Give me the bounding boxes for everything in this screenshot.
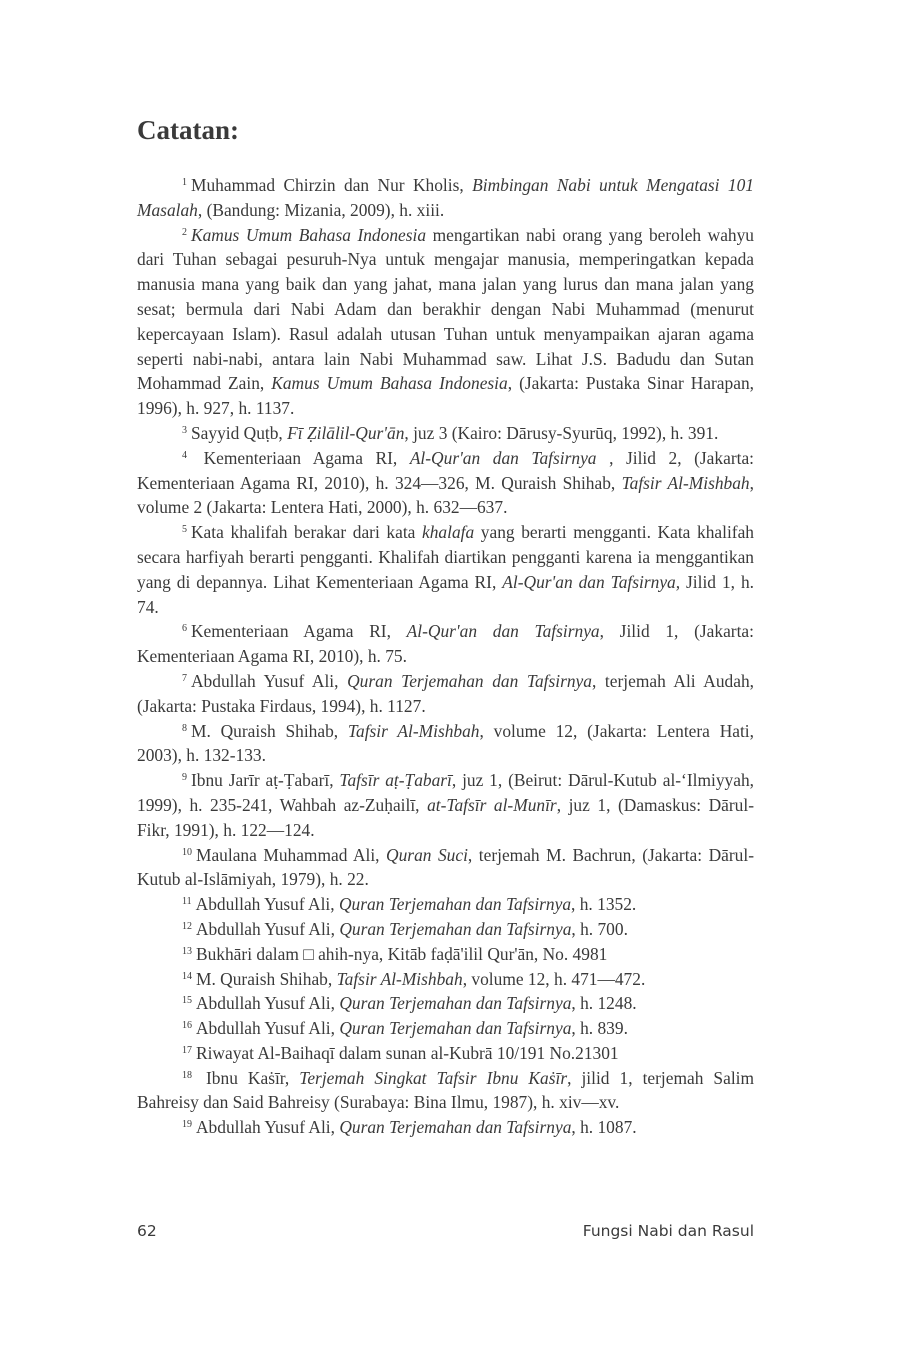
endnote-number: 7 bbox=[182, 672, 187, 684]
endnote-text: , juz 3 (Kairo: Dārusy-Syurūq, 1992), h. 391. bbox=[404, 422, 719, 443]
endnote-text: Abdullah Yusuf Ali, bbox=[196, 1117, 340, 1138]
endnote-italic-text: Quran Terjemahan dan Tafsirnya bbox=[339, 993, 572, 1014]
endnote-text: , (Jakarta: Pustaka Sinar Harapan, 1996), h. 927, h. 1137. bbox=[137, 373, 754, 419]
endnote-italic-text: Quran Terjemahan dan Tafsirnya bbox=[338, 894, 572, 915]
endnote-text: M. Quraish Shihab, bbox=[191, 720, 348, 741]
endnote bbox=[137, 1041, 754, 1066]
endnote-number: 15 bbox=[182, 995, 192, 1007]
endnote-text: , h. 839. bbox=[571, 1018, 628, 1039]
running-title: Fungsi Nabi dan Rasul bbox=[582, 1222, 754, 1240]
endnote-text: , juz 1, (Beirut: Dārul-Kutub al-‘Ilmiyyah, 1999), h. 235-241, Wahbah az-Zuḥailī, bbox=[137, 770, 754, 815]
endnote-text: Abdullah Yusuf Ali, bbox=[195, 894, 339, 915]
endnote bbox=[137, 892, 754, 917]
endnote-italic-text: khalafa bbox=[422, 522, 475, 543]
endnote-italic-text: Kamus Umum Bahasa Indonesia bbox=[191, 224, 427, 245]
endnote-text: mengartikan nabi orang yang beroleh wahyu dari Tuhan sebagai pesuruh-Nya untuk mengajar manusia, memperingatkan kepada manusia mana yang baik dan yang jahat, mana jalan yang lurus dan mana jalan yang sesat; bermula dari Nabi Adam dan berakhir dengan Nabi Muhammad (menurut kepercayaan Islam). Rasul adalah utusan Tuhan untuk menyampaikan ajaran agama seperti nabi-nabi, antara lain Nabi Muhammad saw. Lihat J.S. Badudu dan Sutan Mohammad Zain, bbox=[137, 224, 754, 394]
endnote bbox=[137, 719, 754, 769]
endnote-italic-text: Tafsir Al-Mishbah bbox=[347, 720, 480, 741]
endnote-italic-text: Al-Qur'an dan Tafsirnya bbox=[409, 447, 597, 468]
endnote-text: , h. 1352. bbox=[571, 894, 637, 915]
endnote-text: , terjemah Ali Audah, (Jakarta: Pustaka Firdaus, 1994), h. 1127. bbox=[137, 670, 754, 716]
endnote-number: 3 bbox=[182, 424, 187, 436]
endnote-number: 18 bbox=[182, 1069, 192, 1081]
endnote-text: , volume 12, h. 471—472. bbox=[462, 968, 646, 989]
endnote bbox=[137, 1066, 754, 1116]
endnote-text: Kementeriaan Agama RI, bbox=[191, 447, 410, 468]
endnote bbox=[137, 917, 754, 942]
endnote-text: Muhammad Chirzin dan Nur Kholis, bbox=[191, 175, 473, 195]
endnote-text: Abdullah Yusuf Ali, bbox=[191, 670, 348, 691]
endnote-text: , Jilid 1, (Jakarta: Kementeriaan Agama RI, 2010), h. 75. bbox=[137, 621, 754, 667]
endnote-text: Kementeriaan Agama RI, bbox=[191, 621, 407, 642]
endnote bbox=[137, 223, 754, 421]
endnote-number: 14 bbox=[182, 970, 192, 982]
endnote bbox=[137, 173, 754, 223]
endnote-text: Abdullah Yusuf Ali, bbox=[196, 993, 340, 1014]
endnote bbox=[137, 1115, 754, 1140]
endnote-number: 6 bbox=[182, 623, 187, 635]
endnote-italic-text: Tafsir Al-Mishbah bbox=[621, 472, 750, 493]
endnote-italic-text: Tafsir Al-Mishbah bbox=[336, 968, 463, 989]
endnote-text: Ibnu Jarīr aṭ-Ṭabarī, bbox=[191, 770, 340, 791]
endnotes-list bbox=[137, 173, 754, 1140]
endnote-italic-text: Quran Terjemahan dan Tafsirnya bbox=[339, 1018, 572, 1039]
endnote-text: , h. 700. bbox=[571, 918, 628, 939]
endnote-italic-text: at-Tafsīr al-Munīr bbox=[427, 794, 557, 815]
endnote-text: , h. 1087. bbox=[571, 1117, 637, 1138]
endnote bbox=[137, 942, 754, 967]
endnote-italic-text: Quran Terjemahan dan Tafsirnya bbox=[347, 670, 592, 691]
endnote-text: , jilid 1, terjemah Salim Bahreisy dan Said Bahreisy (Surabaya: Bina Ilmu, 1987), h. xiv—xv. bbox=[137, 1067, 755, 1113]
endnote-text: Kata khalifah berakar dari kata bbox=[191, 522, 422, 543]
endnote bbox=[137, 768, 754, 842]
endnote-italic-text: Terjemah Singkat Tafsir Ibnu Kaṡīr bbox=[299, 1067, 568, 1088]
page-title: Catatan: bbox=[137, 115, 239, 145]
endnote-text: Abdullah Yusuf Ali, bbox=[196, 918, 340, 939]
endnote bbox=[137, 446, 754, 520]
endnote-text: , (Bandung: Mizania, 2009), h. xiii. bbox=[197, 199, 445, 220]
endnote-number: 13 bbox=[182, 945, 192, 957]
endnote-text: Ibnu Kaṡīr, bbox=[196, 1067, 300, 1088]
endnote-italic-text: Quran Terjemahan dan Tafsirnya bbox=[339, 1117, 572, 1138]
endnote-text: , volume 12, (Jakarta: Lentera Hati, 2003), h. 132-133. bbox=[137, 720, 754, 766]
endnote-text: yang berarti mengganti. Kata khalifah secara harfiyah berarti pengganti. Khalifah diartikan pengganti karena ia menggantikan yang di depannya. Lihat Kementeriaan Agama RI, bbox=[137, 522, 754, 592]
endnote-number: 17 bbox=[182, 1044, 192, 1056]
endnote-italic-text: Tafsīr aṭ-Ṭabarī bbox=[339, 770, 452, 791]
endnote-italic-text: Al-Qur'an dan Tafsirnya bbox=[406, 621, 600, 642]
endnote-number: 8 bbox=[182, 722, 187, 734]
endnote-italic-text: Quran Suci bbox=[386, 844, 468, 865]
endnote-text: , juz 1, (Damaskus: Dārul-Fikr, 1991), h. 122—124. bbox=[137, 794, 754, 840]
endnote-italic-text: Quran Terjemahan dan Tafsirnya bbox=[339, 918, 572, 939]
endnote-number: 4 bbox=[182, 449, 187, 461]
endnote-text: Riwayat Al-Baihaqī dalam sunan al-Kubrā 10/191 No.21301 bbox=[196, 1042, 619, 1063]
endnote-number: 16 bbox=[182, 1020, 192, 1032]
endnote-text: , terjemah M. Bachrun, (Jakarta: Dārul-Kutub al-Islāmiyah, 1979), h. 22. bbox=[137, 844, 754, 890]
endnote-number: 5 bbox=[182, 524, 187, 536]
endnote-number: 1 bbox=[182, 177, 187, 188]
page-footer bbox=[137, 1222, 754, 1246]
endnote bbox=[137, 1016, 754, 1041]
endnote-italic-text: Al-Qur'an dan Tafsirnya, bbox=[502, 571, 681, 592]
endnote-number: 10 bbox=[182, 846, 192, 858]
endnote-text: M. Quraish Shihab, bbox=[196, 968, 337, 989]
endnote-text: Maulana Muhammad Ali, bbox=[196, 844, 387, 865]
endnote-number: 9 bbox=[182, 772, 187, 784]
endnote-text: Sayyid Quṭb, bbox=[191, 422, 288, 443]
endnote-number: 12 bbox=[182, 920, 192, 932]
endnote-number: 11 bbox=[182, 896, 192, 908]
endnote-italic-text: Fī Ẓilālil-Qur'ān bbox=[287, 422, 405, 443]
endnote-text: , Jilid 2, (Jakarta: Kementeriaan Agama RI, 2010), h. 324—326, M. Quraish Shihab, bbox=[137, 447, 754, 493]
endnote bbox=[137, 421, 754, 446]
endnote bbox=[137, 669, 754, 719]
endnote-italic-text: Bimbingan Nabi untuk Mengatasi 101 Masalah bbox=[137, 175, 754, 220]
endnote-text: Jilid 1, h. 74. bbox=[137, 571, 755, 617]
endnote-italic-text: Kamus Umum Bahasa Indonesia bbox=[271, 373, 508, 394]
endnote-text: Bukhāri dalam □ ahih-nya, Kitāb faḍā'ilil Qur'ān, No. 4981 bbox=[196, 943, 608, 964]
endnote-number: 2 bbox=[182, 226, 187, 238]
page-number: 62 bbox=[137, 1222, 157, 1240]
endnote-number: 19 bbox=[182, 1119, 192, 1131]
endnote bbox=[137, 843, 754, 893]
endnote bbox=[137, 967, 754, 992]
endnote bbox=[137, 520, 754, 619]
endnote-text: Abdullah Yusuf Ali, bbox=[196, 1018, 340, 1039]
endnote-text: , volume 2 (Jakarta: Lentera Hati, 2000), h. 632—637. bbox=[137, 472, 754, 518]
endnote bbox=[137, 991, 754, 1016]
endnote bbox=[137, 619, 754, 669]
endnote-text: , h. 1248. bbox=[571, 993, 637, 1014]
